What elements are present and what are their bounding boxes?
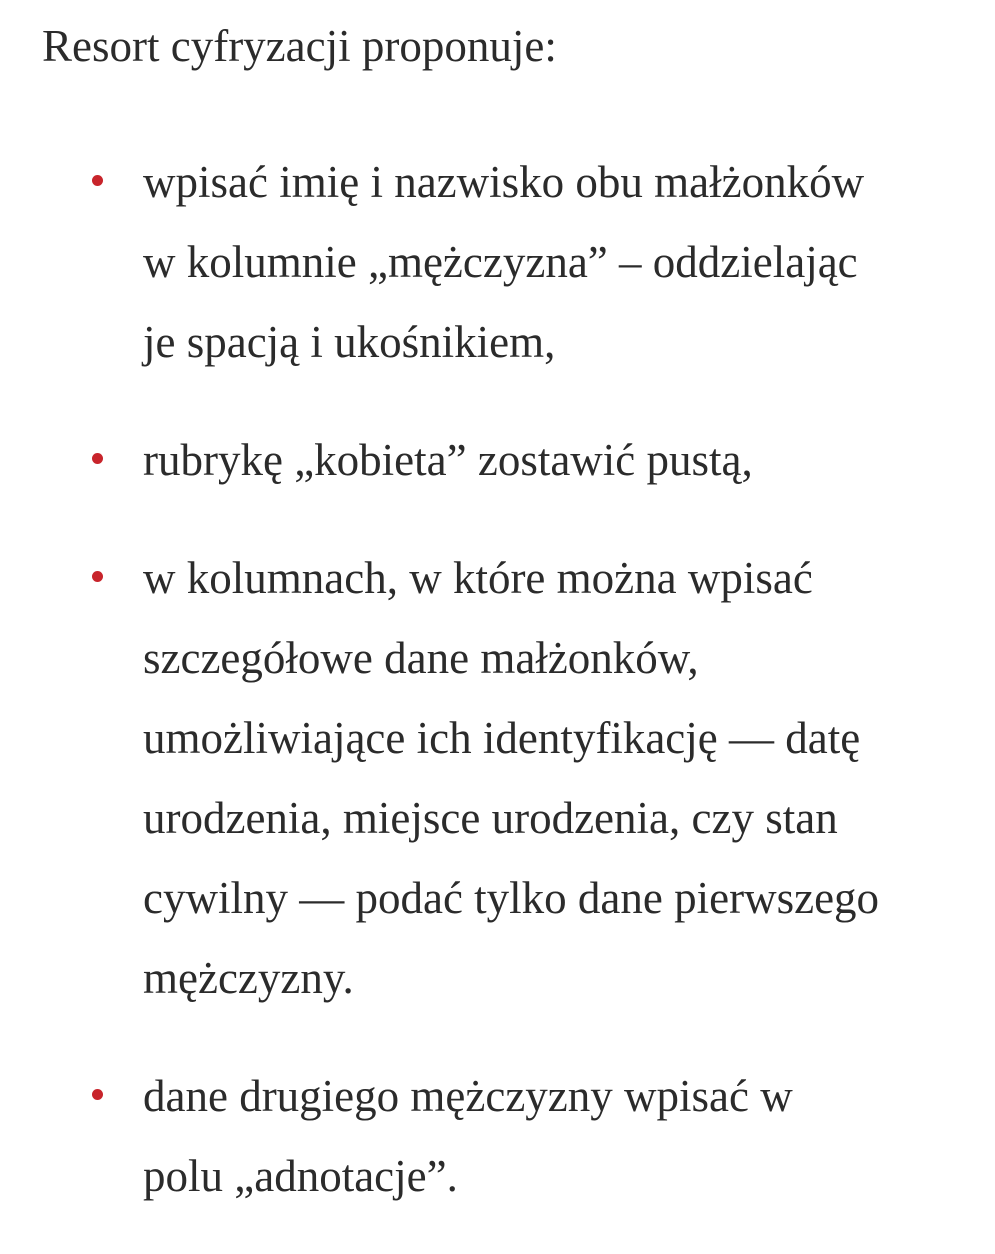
- bullet-dot-icon: [92, 453, 103, 464]
- list-item-line: mężczyzny.: [143, 953, 354, 1003]
- proposal-list: [0, 142, 995, 1254]
- list-item: [0, 420, 995, 500]
- list-item-line: wpisać imię i nazwisko obu małżonków: [143, 157, 865, 207]
- list-item-line: szczegółowe dane małżonków,: [143, 633, 699, 683]
- list-item-line: w kolumnach, w które można wpisać: [143, 553, 813, 603]
- list-item: [0, 1056, 995, 1216]
- bullet-dot-icon: [92, 175, 103, 186]
- list-item: [0, 538, 995, 1018]
- bullet-dot-icon: [92, 1089, 103, 1100]
- list-item-line: rubrykę „kobieta” zostawić pustą,: [143, 435, 753, 485]
- list-item-line: dane drugiego mężczyzny wpisać w: [143, 1071, 793, 1121]
- list-item-line: cywilny — podać tylko dane pierwszego: [143, 873, 880, 923]
- intro-text: Resort cyfryzacji proponuje:: [42, 21, 557, 71]
- list-item-line: urodzenia, miejsce urodzenia, czy stan: [143, 793, 838, 843]
- list-item: [0, 142, 995, 382]
- list-item-line: polu „adnotacje”.: [143, 1151, 458, 1201]
- list-item-line: je spacją i ukośnikiem,: [143, 317, 556, 367]
- list-item-line: umożliwiające ich identyfikację — datę: [143, 713, 861, 763]
- bullet-dot-icon: [92, 571, 103, 582]
- list-item-line: w kolumnie „mężczyzna” – oddzielając: [143, 237, 858, 287]
